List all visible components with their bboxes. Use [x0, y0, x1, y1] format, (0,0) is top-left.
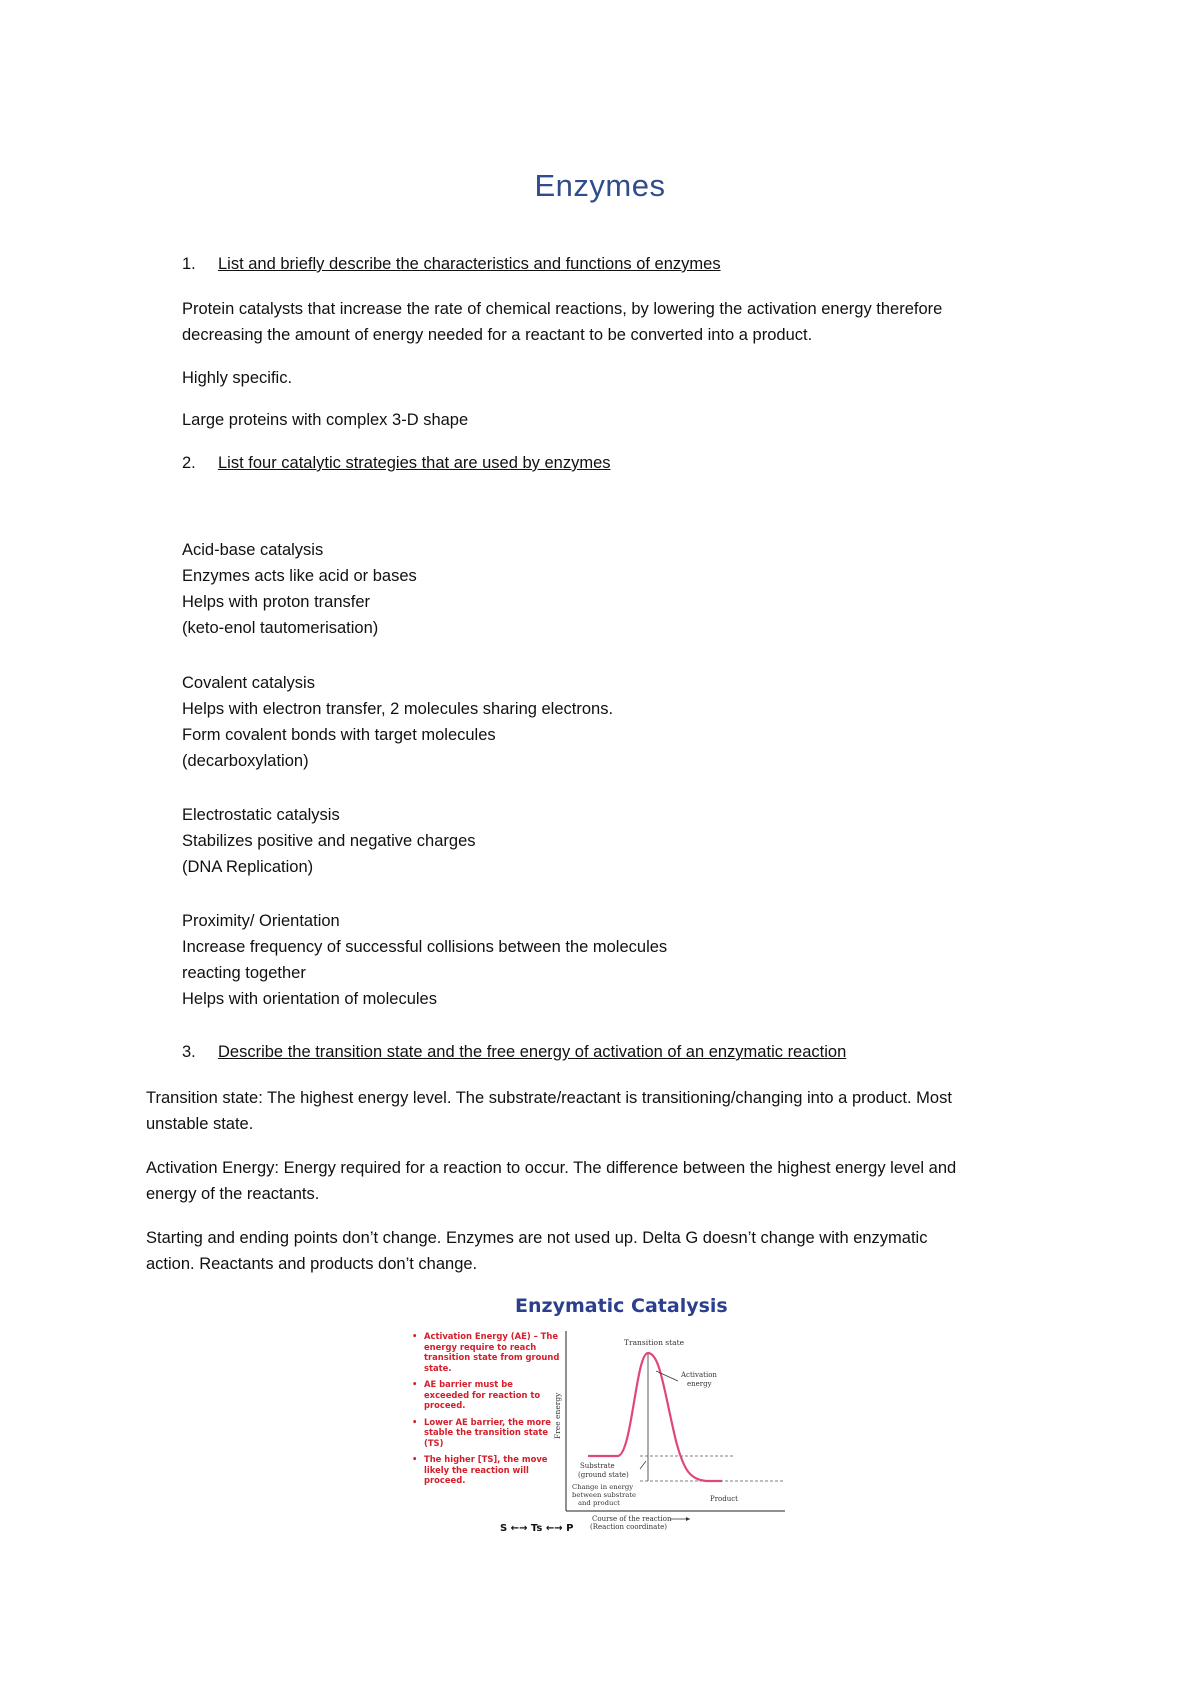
free-energy-axis-label: Free energy	[553, 1392, 562, 1439]
energy-change-label: and product	[578, 1499, 620, 1507]
delta-g-arrow	[640, 1461, 646, 1469]
question-1	[182, 255, 721, 274]
figure-bullet: • Activation Energy (AE) – The energy require to reach transition state from ground state.	[410, 1331, 560, 1373]
strategy-line: Enzymes acts like acid or bases	[182, 567, 417, 585]
q3-activation-line-1: Activation Energy: Energy required for a reaction to occur. The difference between the highest energy level and	[146, 1159, 957, 1177]
enzymatic-catalysis-figure	[410, 1295, 790, 1545]
q3-summary-line-1: Starting and ending points don’t change. Enzymes are not used up. Delta G doesn’t change with enzymatic	[146, 1229, 928, 1247]
strategy-line: Increase frequency of successful collisions between the molecules	[182, 938, 668, 956]
reaction-equation: S ←→ Ts ←→ P	[500, 1523, 574, 1534]
transition-state-label: Transition state	[624, 1338, 685, 1347]
strategy-line: Helps with orientation of molecules	[182, 990, 437, 1008]
question-text: Describe the transition state and the free energy of activation of an enzymatic reaction	[218, 1043, 847, 1061]
strategy-line: Electrostatic catalysis	[182, 806, 340, 824]
q1-paragraph-2: Highly specific.	[182, 369, 293, 387]
figure-bullet-list	[410, 1331, 560, 1492]
q1-paragraph-1-line-2: decreasing the amount of energy needed for a reactant to be converted into a product.	[182, 326, 813, 344]
activation-energy-label: Activation	[681, 1371, 717, 1379]
question-number: 3.	[182, 1043, 196, 1061]
question-text: List four catalytic strategies that are used by enzymes	[218, 454, 611, 472]
substrate-label: (ground state)	[578, 1471, 629, 1479]
activation-energy-arrow	[656, 1371, 678, 1381]
product-label: Product	[710, 1495, 738, 1503]
question-3	[182, 1043, 846, 1062]
figure-bullet: • Lower AE barrier, the more stable the transition state (TS)	[410, 1417, 560, 1449]
strategy-proximity	[182, 908, 667, 1012]
strategy-line: Covalent catalysis	[182, 674, 315, 692]
energy-change-label: between substrate	[572, 1491, 636, 1499]
x-axis-arrowhead	[686, 1517, 690, 1521]
strategy-acid-base	[182, 537, 417, 641]
strategy-line: (decarboxylation)	[182, 752, 309, 770]
activation-energy-label: energy	[687, 1380, 712, 1388]
x-axis-label: Course of the reaction	[592, 1515, 672, 1523]
strategy-line: (keto-enol tautomerisation)	[182, 619, 379, 637]
energy-change-label: Change in energy	[572, 1483, 634, 1491]
strategy-covalent	[182, 670, 613, 774]
strategy-line: Helps with proton transfer	[182, 593, 371, 611]
strategy-line: reacting together	[182, 964, 306, 982]
energy-diagram	[553, 1331, 790, 1531]
figure-bullet: • The higher [TS], the move likely the reaction will proceed.	[410, 1454, 560, 1486]
q3-summary-line-2: action. Reactants and products don’t change.	[146, 1255, 478, 1273]
strategy-electrostatic	[182, 802, 476, 880]
strategy-line: Proximity/ Orientation	[182, 912, 340, 930]
strategy-line: Acid-base catalysis	[182, 541, 324, 559]
x-axis-label: (Reaction coordinate)	[590, 1523, 668, 1531]
q3-activation-line-2: energy of the reactants.	[146, 1185, 320, 1203]
question-number: 1.	[182, 255, 196, 273]
question-text: List and briefly describe the characteristics and functions of enzymes	[218, 255, 721, 273]
strategy-line: Form covalent bonds with target molecules	[182, 726, 496, 744]
substrate-label: Substrate	[580, 1462, 615, 1470]
q3-transition-line-2: unstable state.	[146, 1115, 254, 1133]
question-number: 2.	[182, 454, 196, 472]
q1-paragraph-3: Large proteins with complex 3-D shape	[182, 411, 469, 429]
strategy-line: Stabilizes positive and negative charges	[182, 832, 476, 850]
strategy-line: Helps with electron transfer, 2 molecules sharing electrons.	[182, 700, 614, 718]
strategy-line: (DNA Replication)	[182, 858, 314, 876]
q1-paragraph-1-line-1: Protein catalysts that increase the rate of chemical reactions, by lowering the activation energy therefore	[182, 300, 943, 318]
q3-transition-line-1: Transition state: The highest energy level. The substrate/reactant is transitioning/changing into a product. Most	[146, 1089, 952, 1107]
document-title: Enzymes	[534, 168, 666, 203]
figure-bullet: • AE barrier must be exceeded for reaction to proceed.	[410, 1379, 560, 1411]
figure-title: Enzymatic Catalysis	[515, 1295, 728, 1317]
question-2	[182, 454, 611, 473]
